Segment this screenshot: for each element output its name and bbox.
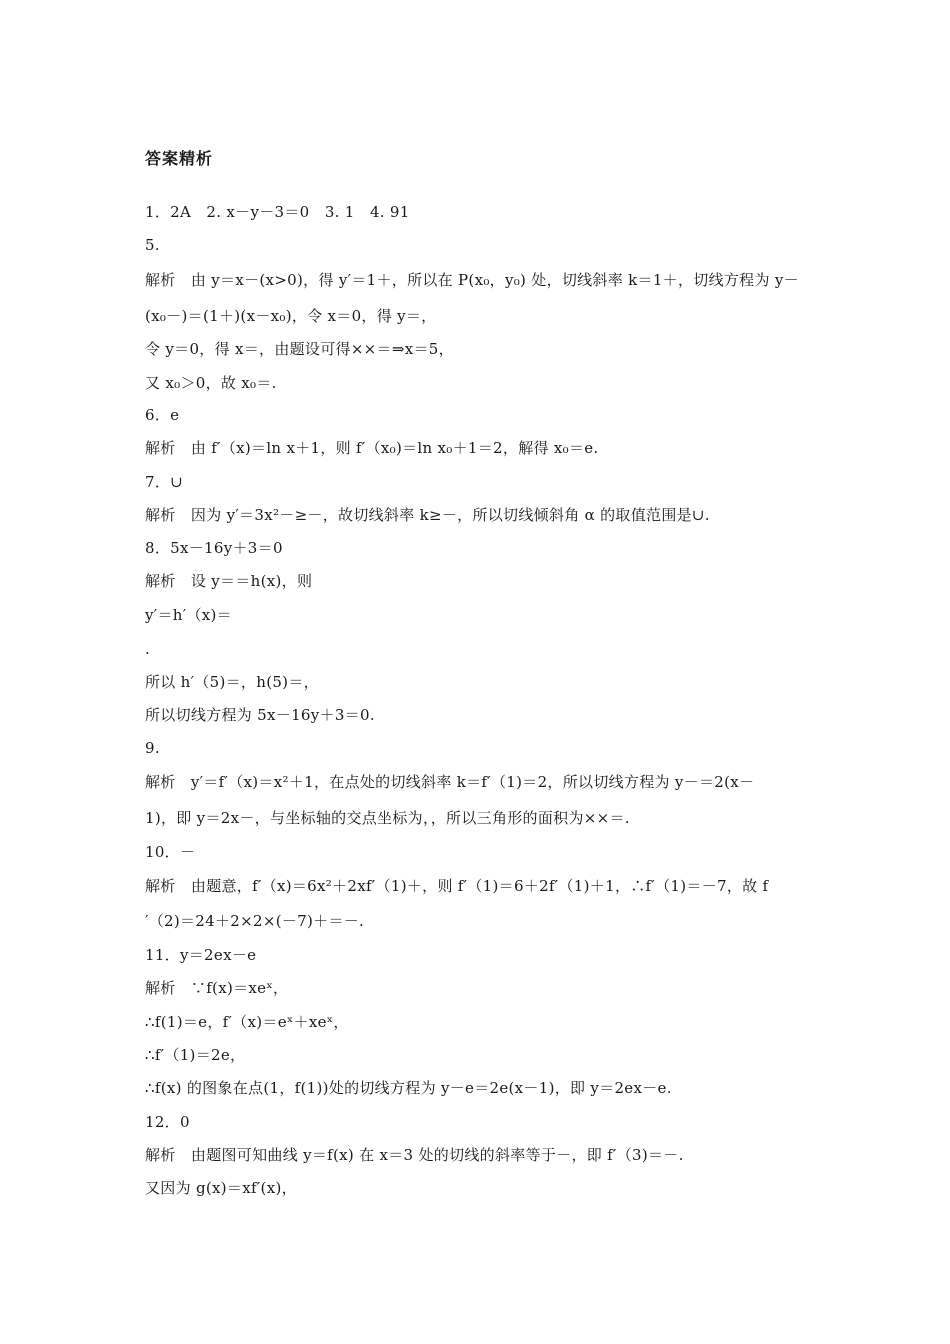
text-line: 解析 由 y＝x－(x>0)，得 y′＝1＋，所以在 P(x₀，y₀) 处，切线斜率 k＝1＋，切线方程为 y－ — [145, 271, 799, 289]
text-line: 9. — [145, 739, 160, 757]
text-line: 解析 因为 y′＝3x²－≥－，故切线斜率 k≥－，所以切线倾斜角 α 的取值范围是∪. — [145, 506, 710, 524]
text-line: 令 y＝0，得 x＝，由题设可得××＝⇒x＝5， — [145, 340, 454, 358]
text-line: ′（2)＝24＋2×2×(－7)＋＝－. — [145, 912, 365, 930]
text-line: 1)，即 y＝2x－，与坐标轴的交点坐标为，，所以三角形的面积为××＝. — [145, 809, 630, 827]
text-line: 12．0 — [145, 1113, 190, 1131]
text-line: 所以切线方程为 5x－16y＋3＝0. — [145, 706, 375, 724]
text-line: 解析 ∵f(x)＝xeˣ， — [145, 979, 289, 997]
text-line: 11．y＝2ex－e — [145, 946, 257, 964]
text-line: 5. — [145, 236, 160, 254]
text-line: 解析 由 f′（x)＝ln x＋1，则 f′（x₀)＝ln x₀＋1＝2，解得 x₀＝e. — [145, 439, 599, 457]
text-line: 解析 由题图可知曲线 y＝f(x) 在 x＝3 处的切线的斜率等于－，即 f′（3)＝－. — [145, 1146, 684, 1164]
text-line: 6．e — [145, 406, 180, 424]
text-line: 又因为 g(x)＝xf′(x)， — [145, 1179, 297, 1197]
text-line: y′＝h′（x)＝ — [145, 606, 232, 624]
text-line: ∴f(1)＝e，f′（x)＝eˣ＋xeˣ， — [145, 1013, 349, 1031]
text-line: 解析 设 y＝＝h(x)，则 — [145, 572, 313, 590]
section-heading: 答案精析 — [145, 149, 214, 168]
text-line: ∴f(x) 的图象在点(1，f(1))处的切线方程为 y－e＝2e(x－1)，即 y＝2ex－e. — [145, 1079, 672, 1097]
text-line: . — [145, 640, 151, 658]
text-line: 又 x₀＞0，故 x₀＝. — [145, 374, 277, 392]
text-line: 10．－ — [145, 843, 196, 861]
text-line: (x₀－)＝(1＋)(x－x₀)，令 x＝0，得 y＝， — [145, 307, 437, 325]
text-line: 解析 由题意，f′（x)＝6x²＋2xf′（1)＋，则 f′（1)＝6＋2f′（1)＋1，∴f′（1)＝－7，故 f — [145, 877, 769, 895]
text-line: ∴f′（1)＝2e， — [145, 1046, 246, 1064]
text-line: 解析 y′＝f′（x)＝x²＋1，在点处的切线斜率 k＝f′（1)＝2，所以切线方程为 y－＝2(x－ — [145, 773, 755, 791]
text-line: 所以 h′（5)＝，h(5)＝， — [145, 673, 319, 691]
text-line: 7．∪ — [145, 473, 184, 491]
text-line: 1．2A 2. x－y－3＝0 3. 1 4. 91 — [145, 203, 410, 221]
text-line: 8．5x－16y＋3＝0 — [145, 539, 283, 557]
